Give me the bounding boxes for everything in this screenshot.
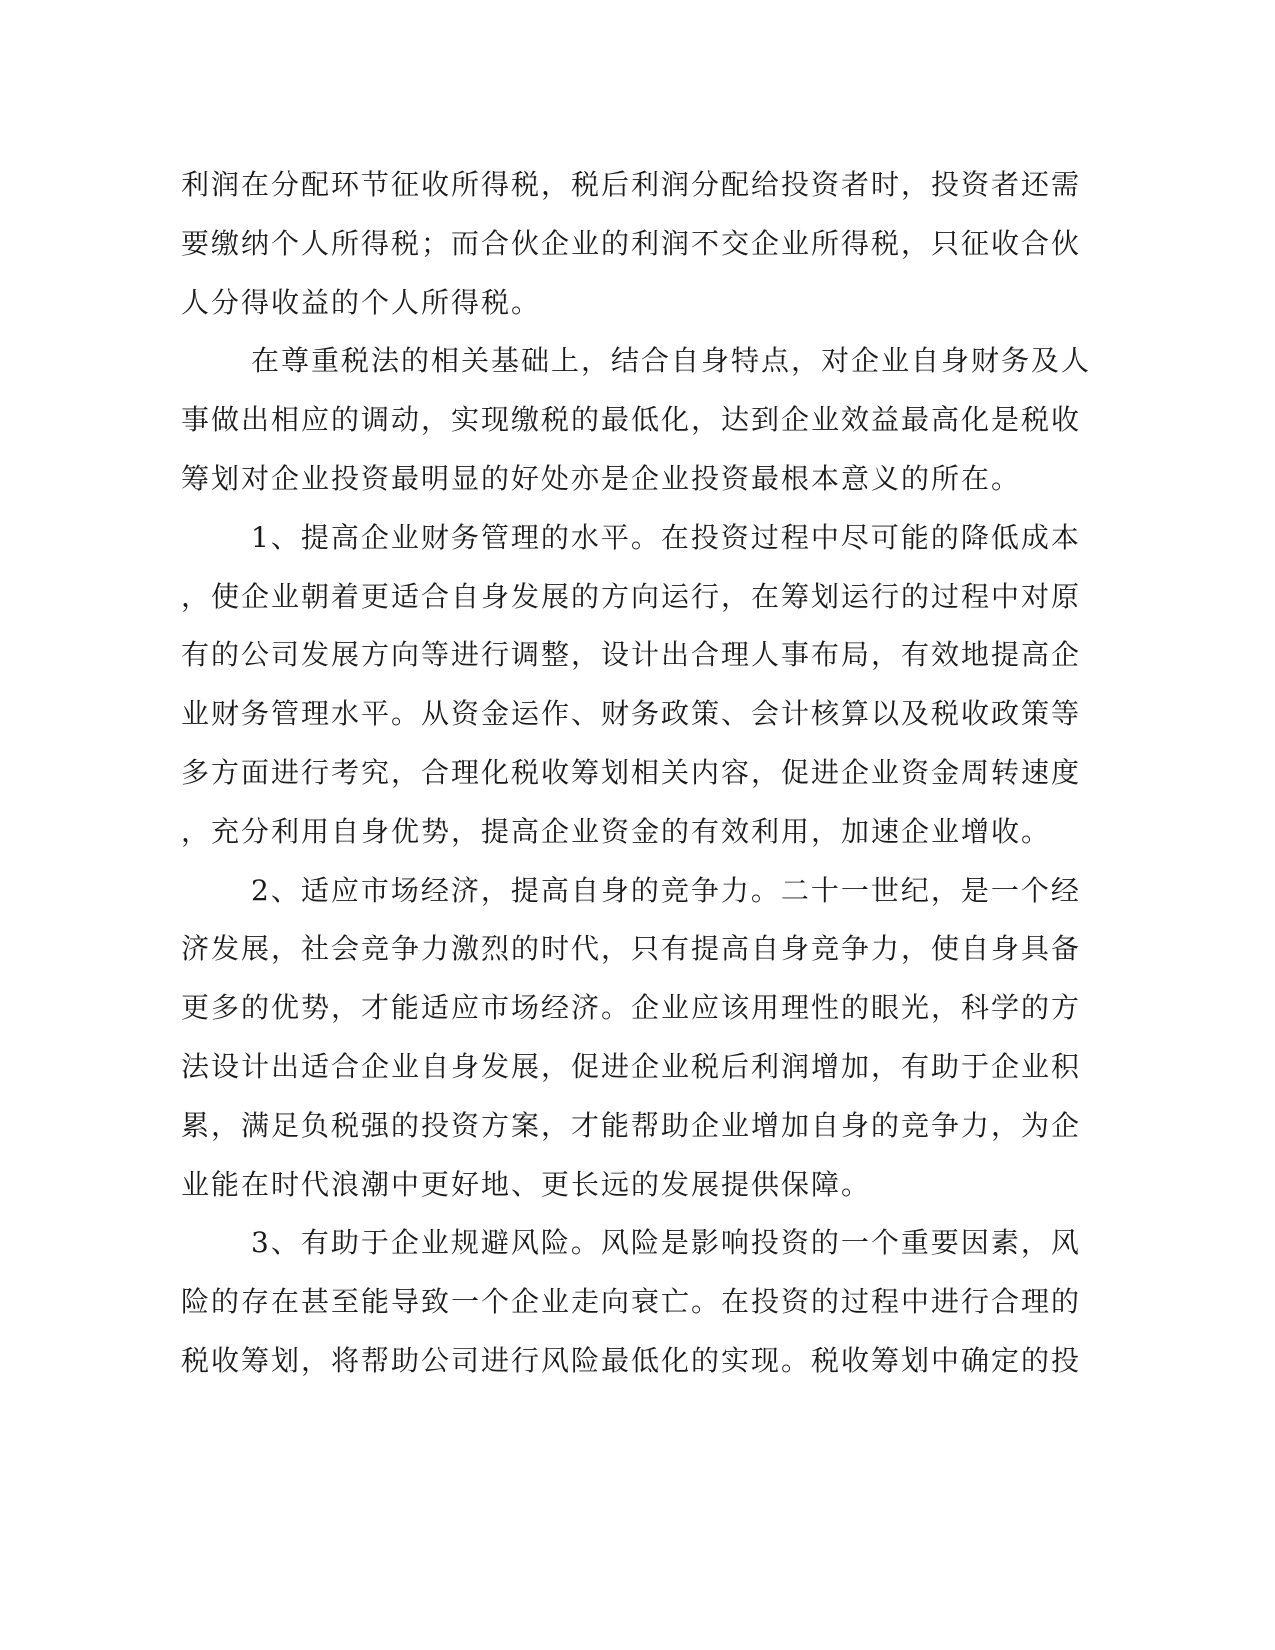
text-line: 累，满足负税强的投资方案，才能帮助企业增加自身的竞争力，为企 (181, 1108, 1082, 1142)
paragraph-first-line: 3、有助于企业规避风险。风险是影响投资的一个重要因素，风 (251, 1226, 1081, 1260)
text-line: 济发展，社会竞争力激烈的时代，只有提高自身竞争力，使自身具备 (181, 932, 1082, 966)
text-line: 筹划对企业投资最明显的好处亦是企业投资最根本意义的所在。 (181, 461, 1022, 495)
paragraph-first-line: 在尊重税法的相关基础上，结合自身特点，对企业自身财务及人 (251, 344, 1092, 378)
paragraph-first-line: 2、适应市场经济，提高自身的竞争力。二十一世纪，是一个经 (251, 873, 1081, 907)
text-line: 人分得收益的个人所得税。 (181, 285, 542, 319)
text-line: 业能在时代浪潮中更好地、更长远的发展提供保障。 (181, 1167, 872, 1201)
text-line: 事做出相应的调动，实现缴税的最低化，达到企业效益最高化是税收 (181, 403, 1082, 437)
text-line: 险的存在甚至能导致一个企业走向衰亡。在投资的过程中进行合理的 (181, 1285, 1082, 1319)
text-line: 税收筹划，将帮助公司进行风险最低化的实现。税收筹划中确定的投 (181, 1343, 1082, 1377)
text-line: 多方面进行考究，合理化税收筹划相关内容，促进企业资金周转速度 (181, 755, 1082, 789)
text-line: 有的公司发展方向等进行调整，设计出合理人事布局，有效地提高企 (181, 638, 1082, 672)
text-line: 更多的优势，才能适应市场经济。企业应该用理性的眼光，科学的方 (181, 991, 1082, 1025)
text-line: 利润在分配环节征收所得税，税后利润分配给投资者时，投资者还需 (181, 168, 1082, 201)
text-line: ，使企业朝着更适合自身发展的方向运行，在筹划运行的过程中对原 (181, 579, 1082, 613)
text-line: 法设计出适合企业自身发展，促进企业税后利润增加，有助于企业积 (181, 1049, 1082, 1083)
paragraph-first-line: 1、提高企业财务管理的水平。在投资过程中尽可能的降低成本 (251, 520, 1081, 554)
text-line: 业财务管理水平。从资金运作、财务政策、会计核算以及税收政策等 (181, 697, 1082, 731)
text-line: ，充分利用自身优势，提高企业资金的有效利用，加速企业增收。 (181, 814, 1052, 848)
body-text (181, 156, 1092, 1391)
text-line: 要缴纳个人所得税；而合伙企业的利润不交企业所得税，只征收合伙 (181, 226, 1082, 260)
